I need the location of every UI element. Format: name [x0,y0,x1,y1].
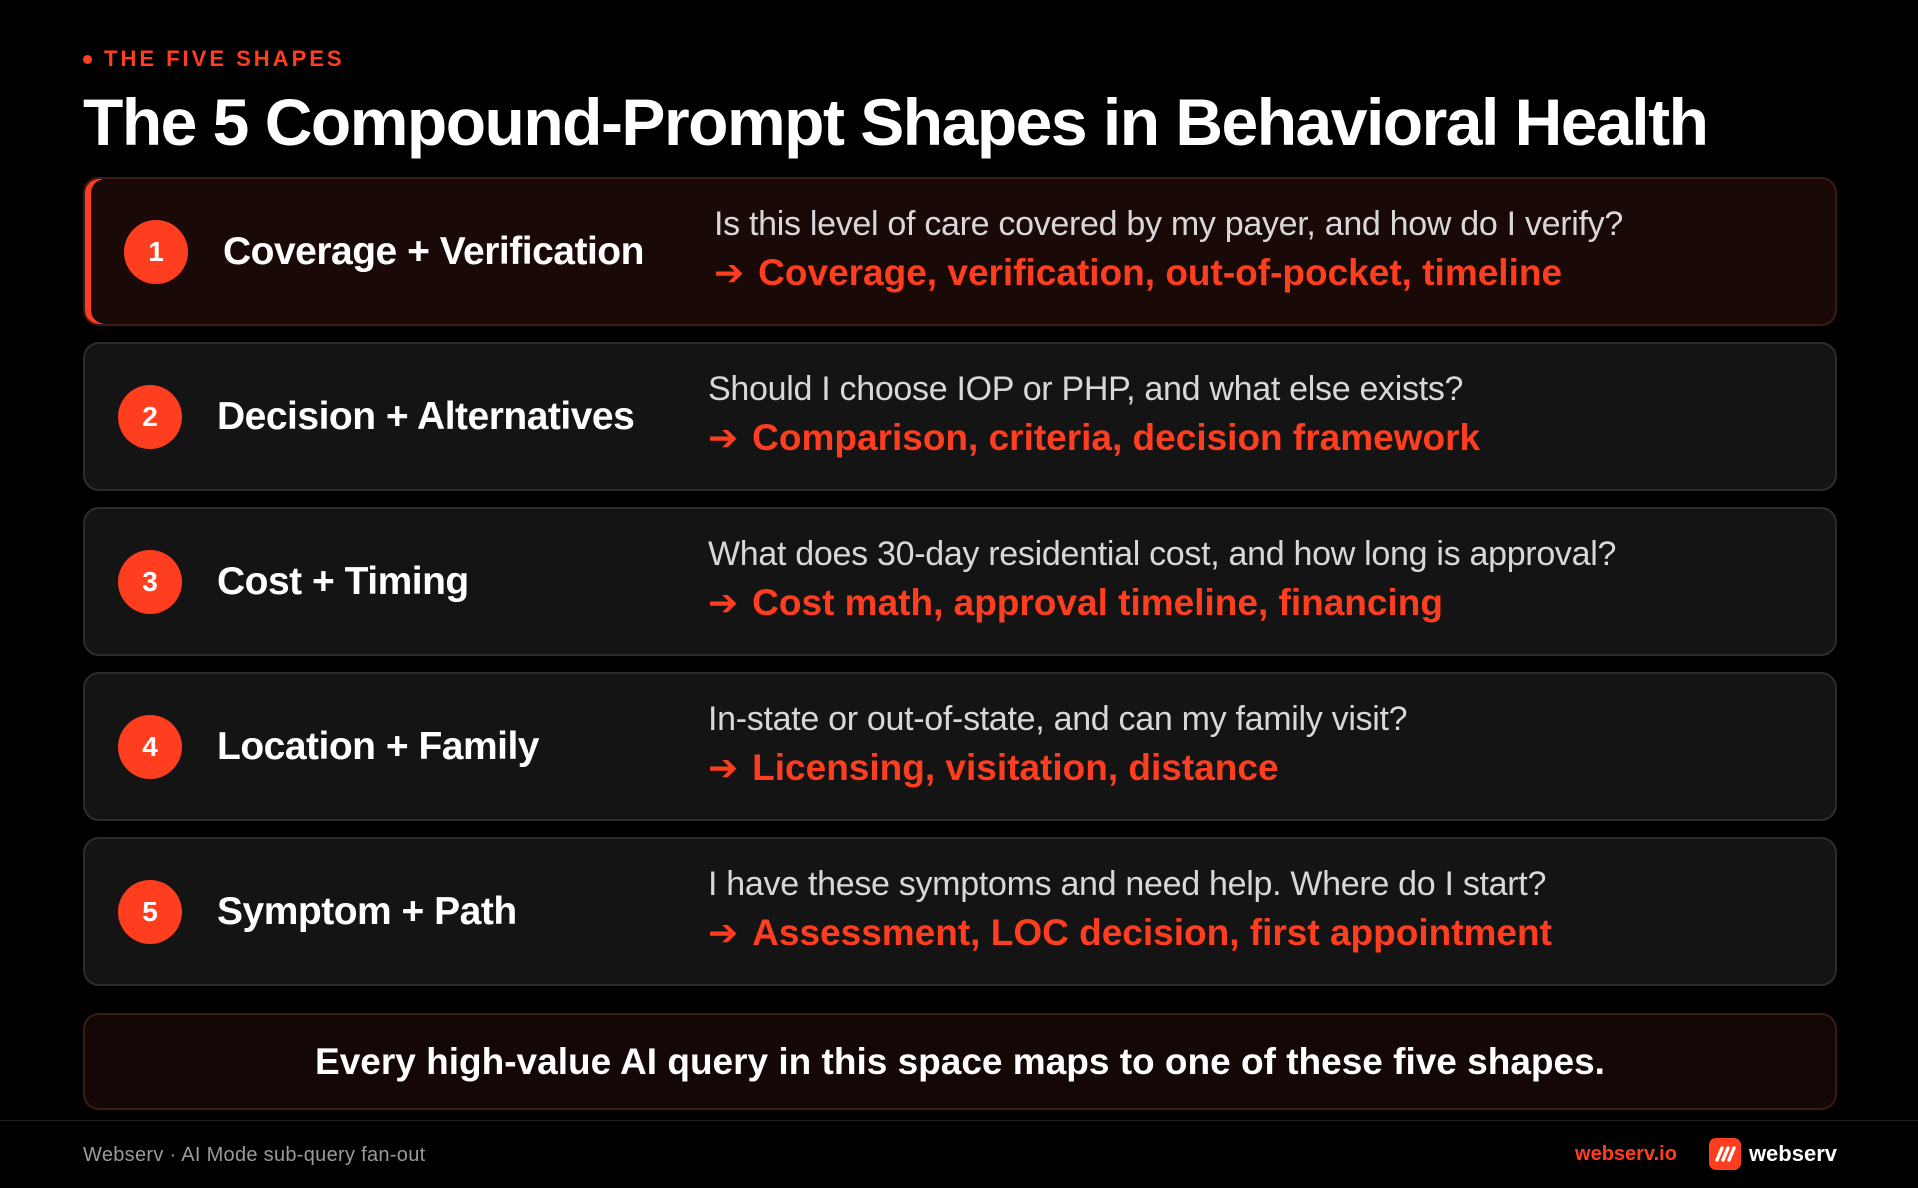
footer-divider [0,1120,1918,1121]
summary-callout: Every high-value AI query in this space maps to one of these five shapes. [83,1013,1837,1110]
shape-question: Is this level of care covered by my payer, and how do I verify? [714,205,1623,243]
shape-detail [708,700,1795,789]
shape-row-3 [83,507,1837,656]
number-badge: 2 [118,385,182,449]
bullet-dot-icon [83,55,92,64]
shape-answer [708,417,1795,459]
shape-answer-text: Assessment, LOC decision, first appointment [752,912,1552,953]
shape-answer [714,252,1795,294]
shape-label: Decision + Alternatives [217,394,635,438]
number-badge: 1 [124,220,188,284]
shape-label: Location + Family [217,724,539,768]
shape-answer-text: Cost math, approval timeline, financing [752,582,1443,623]
shape-answer [708,912,1795,954]
brand-name: webserv [1748,1141,1837,1166]
shape-question: Should I choose IOP or PHP, and what else exists? [708,370,1464,408]
arrow-right-icon: ➔ [708,747,739,788]
number-badge: 4 [118,715,182,779]
shape-answer-text: Coverage, verification, out-of-pocket, timeline [758,252,1563,293]
shape-answer-text: Licensing, visitation, distance [752,747,1279,788]
footer-brand-area [1575,1138,1837,1170]
shape-answer-text: Comparison, criteria, decision framework [752,417,1481,458]
shape-detail [708,370,1795,459]
shape-row-1 [83,177,1837,326]
shape-detail [708,535,1795,624]
footer-caption: Webserv · AI Mode sub-query fan-out [83,1144,426,1166]
brand-logo [1709,1138,1837,1170]
shape-question: What does 30-day residential cost, and how long is approval? [708,535,1617,573]
shape-list [83,177,1837,1002]
webserv-logo-icon [1709,1138,1741,1170]
shape-row-2 [83,342,1837,491]
eyebrow [83,46,345,72]
footer-url-link[interactable]: webserv.io [1575,1142,1677,1165]
shape-detail [714,205,1795,294]
shape-label: Coverage + Verification [223,229,644,273]
arrow-right-icon: ➔ [714,252,745,293]
number-badge: 5 [118,880,182,944]
shape-label: Symptom + Path [217,889,517,933]
number-badge: 3 [118,550,182,614]
shape-label: Cost + Timing [217,559,469,603]
shape-question: In-state or out-of-state, and can my family visit? [708,700,1408,738]
shape-question: I have these symptoms and need help. Where do I start? [708,865,1547,903]
eyebrow-label: THE FIVE SHAPES [104,46,345,71]
arrow-right-icon: ➔ [708,417,739,458]
shape-answer [708,747,1795,789]
page-title: The 5 Compound-Prompt Shapes in Behavioral Health [83,85,1708,159]
shape-detail [708,865,1795,954]
shape-row-4 [83,672,1837,821]
arrow-right-icon: ➔ [708,582,739,623]
arrow-right-icon: ➔ [708,912,739,953]
shape-row-5 [83,837,1837,986]
shape-answer [708,582,1795,624]
